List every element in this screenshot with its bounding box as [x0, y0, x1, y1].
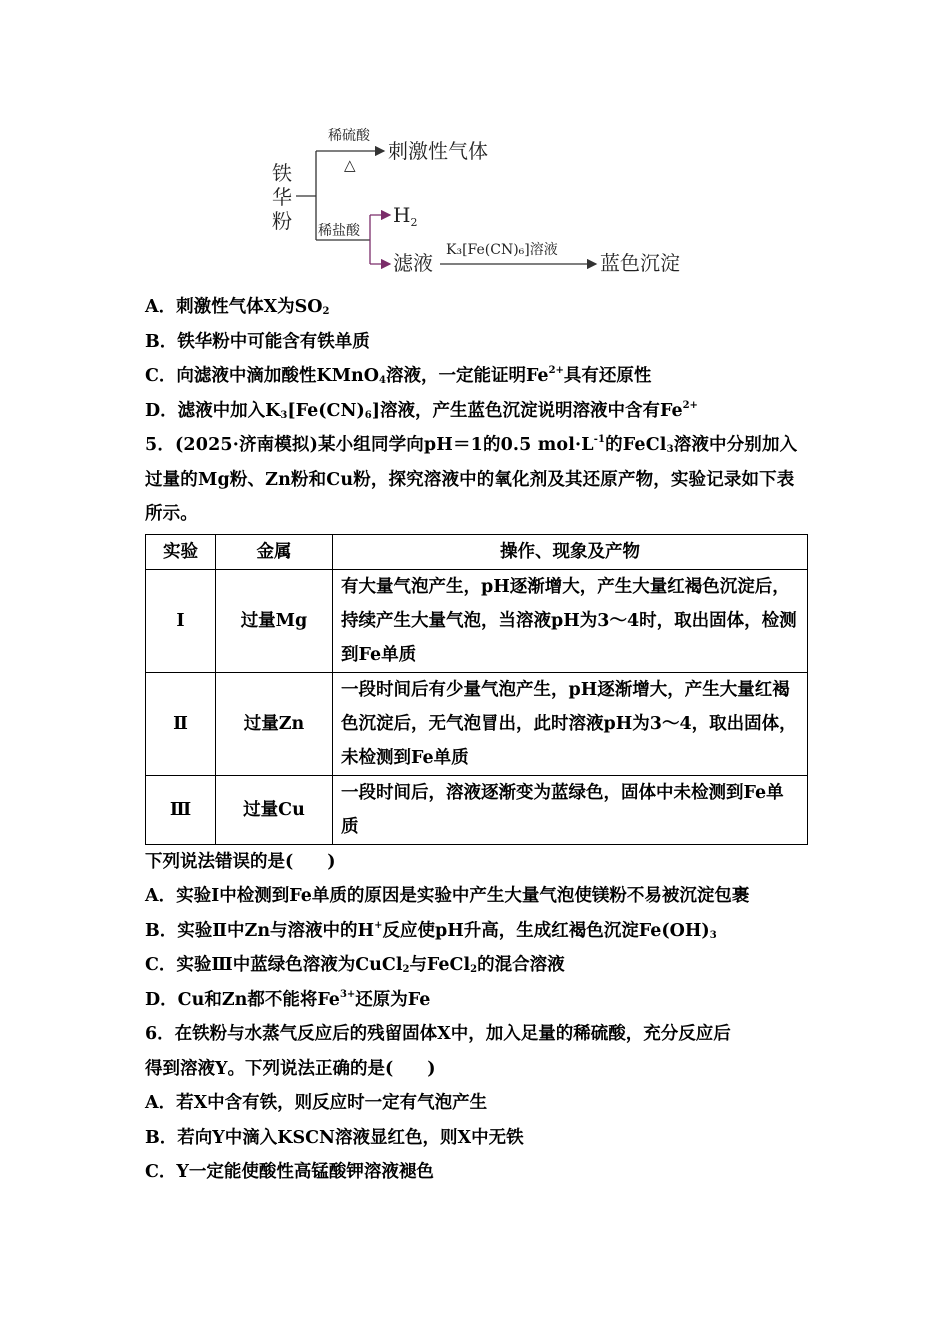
metal: 过量Cu — [216, 775, 333, 844]
q4-option-d: D．滤液中加入$K_3[Fe(CN)_6]$溶液，产生蓝色沉淀说明溶液中含有$Fe^{2+}$ — [145, 399, 698, 421]
experiment-id: Ⅲ — [146, 775, 216, 844]
q5-stem: 5．(2025·济南模拟)某小组同学向pH＝1的0.5 $mol\cdot L^{-1}$的FeCl$_3$溶液中分别加入过量的Mg粉、Zn粉和Cu粉，探究溶液中的氧化剂及其还原产物，实验记录如下表所示。 — [145, 434, 798, 524]
header-experiment: 实验 — [146, 534, 216, 569]
q4-option-c: C．向滤液中滴加酸性KMnO$_4$溶液，一定能证明$Fe^{2+}$具有还原性 — [145, 365, 652, 386]
header-observation: 操作、现象及产物 — [333, 534, 808, 569]
observation: 一段时间后，溶液逐渐变为蓝绿色，固体中未检测到Fe单质 — [333, 775, 808, 844]
q5-option-c: C．实验Ⅲ中蓝绿色溶液为CuCl$_2$与FeCl$_2$的混合溶液 — [145, 955, 565, 975]
filtrate: 滤液 — [393, 251, 433, 275]
q4-option-a: A．刺激性气体X为$SO_2$ — [145, 297, 330, 317]
metal: 过量Zn — [216, 672, 333, 775]
q6-option-b: B．若向Y中滴入KSCN溶液显红色，则X中无铁 — [145, 1127, 524, 1148]
start-char-2: 华 — [272, 185, 292, 209]
q5-option-d: D．Cu和Zn都不能将$Fe^{3+}$还原为Fe — [145, 988, 431, 1010]
start-char-3: 粉 — [272, 209, 292, 233]
lower-reagent: 稀盐酸 — [318, 223, 360, 239]
table-row — [146, 775, 808, 844]
experiment-table — [145, 534, 808, 845]
q4-option-b: B．铁华粉中可能含有铁单质 — [145, 331, 370, 352]
start-char-1: 铁 — [272, 161, 292, 185]
observation: 一段时间后有少量气泡产生，pH逐渐增大，产生大量红褐色沉淀后，无气泡冒出，此时溶液pH为3～4，取出固体，未检测到Fe单质 — [333, 672, 808, 775]
experiment-id: Ⅰ — [146, 569, 216, 672]
metal: 过量Mg — [216, 569, 333, 672]
question-content — [145, 290, 810, 1190]
q6-stem-line1: 6．在铁粉与水蒸气反应后的残留固体X中，加入足量的稀硫酸，充分反应后 — [145, 1024, 731, 1044]
h2-product: $H_2$ — [393, 203, 418, 229]
test-reagent: K₃[Fe(CN)₆]溶液 — [446, 242, 558, 258]
upper-product: 刺激性气体 — [388, 139, 488, 163]
q5-prompt: 下列说法错误的是( ) — [145, 851, 336, 872]
upper-reagent: 稀硫酸 — [328, 128, 370, 144]
upper-condition: △ — [344, 156, 356, 174]
q5-option-b: B．实验Ⅱ中Zn与溶液中的H+反应使pH升高，生成红褐色沉淀$Fe(OH)_3$ — [145, 919, 717, 941]
q6-option-c: C．Y一定能使酸性高锰酸钾溶液褪色 — [145, 1162, 434, 1182]
table-header-row — [146, 534, 808, 569]
table-row — [146, 569, 808, 672]
header-metal: 金属 — [216, 534, 333, 569]
experiment-id: Ⅱ — [146, 672, 216, 775]
q5-option-a: A．实验Ⅰ中检测到Fe单质的原因是实验中产生大量气泡使镁粉不易被沉淀包裹 — [145, 886, 750, 906]
q6-option-a: A．若X中含有铁，则反应时一定有气泡产生 — [145, 1093, 488, 1113]
reaction-flow-diagram — [262, 118, 702, 283]
q6-stem-line2: 得到溶液Y。下列说法正确的是( ) — [145, 1058, 436, 1079]
table-row — [146, 672, 808, 775]
blue-precipitate: 蓝色沉淀 — [600, 251, 680, 275]
observation: 有大量气泡产生，pH逐渐增大，产生大量红褐色沉淀后，持续产生大量气泡，当溶液pH为3～4时，取出固体，检测到Fe单质 — [333, 569, 808, 672]
